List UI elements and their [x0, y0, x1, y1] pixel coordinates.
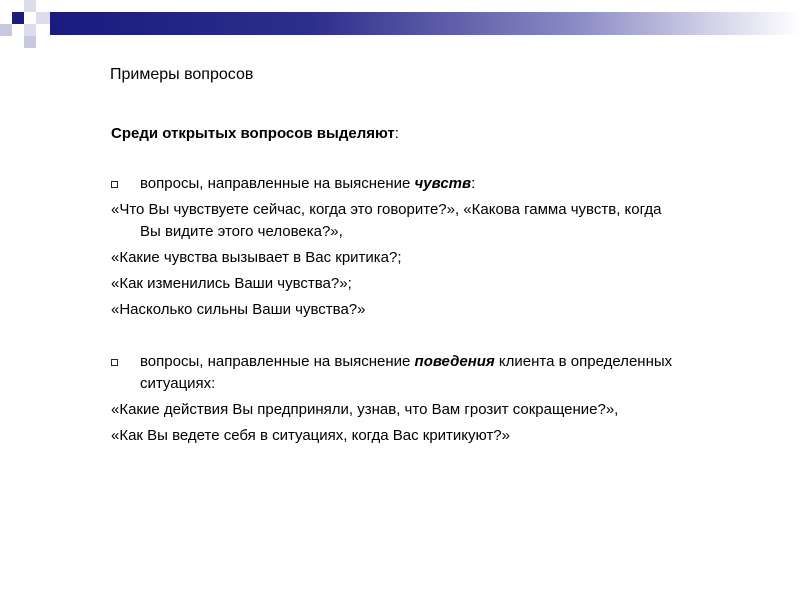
intro-text: Среди открытых вопросов выделяют	[111, 125, 395, 142]
bullet-line2: ситуациях:	[140, 375, 216, 392]
question-item	[111, 247, 781, 269]
bullet-emphasis: чувств	[414, 175, 472, 192]
bullet-suffix: клиента в определенных	[494, 353, 673, 370]
decor-square-light	[24, 0, 36, 12]
bullet-behavior	[111, 351, 781, 395]
bullet-emphasis: поведения	[414, 353, 495, 370]
intro-colon: :	[394, 125, 399, 142]
decor-square-grey	[0, 24, 12, 36]
question-item	[111, 425, 781, 447]
decor-square-light	[36, 12, 50, 24]
bullet-suffix: :	[471, 175, 476, 192]
slide-content	[111, 123, 781, 447]
question-item	[111, 273, 781, 295]
question-item	[111, 199, 781, 243]
question-text: «Как Вы ведете себя в ситуациях, когда Вас критикуют?»	[111, 427, 510, 444]
header-gradient-bar	[50, 12, 800, 35]
square-bullet-icon	[111, 359, 118, 366]
slide-title: Примеры вопросов	[110, 66, 254, 83]
question-text: «Какие действия Вы предприняли, узнав, что Вам грозит сокращение?»,	[111, 401, 619, 418]
decor-square-light	[24, 24, 36, 36]
decor-square-navy	[12, 12, 24, 24]
bullet-prefix: вопросы, направленные на выяснение	[140, 175, 415, 192]
question-text: «Как изменились Ваши чувства?»;	[111, 275, 352, 292]
question-text-cont: Вы видите этого человека?»,	[140, 223, 343, 240]
question-text: «Что Вы чувствуете сейчас, когда это говорите?», «Какова гамма чувств, когда	[111, 201, 662, 218]
decor-square-grey	[24, 36, 36, 48]
square-bullet-icon	[111, 181, 118, 188]
bullet-feelings	[111, 173, 781, 195]
intro-line	[111, 123, 781, 145]
question-item	[111, 399, 781, 421]
question-item	[111, 299, 781, 321]
question-text: «Насколько сильны Ваши чувства?»	[111, 301, 366, 318]
question-text: «Какие чувства вызывает в Вас критика?;	[111, 249, 402, 266]
bullet-prefix: вопросы, направленные на выяснение	[140, 353, 415, 370]
